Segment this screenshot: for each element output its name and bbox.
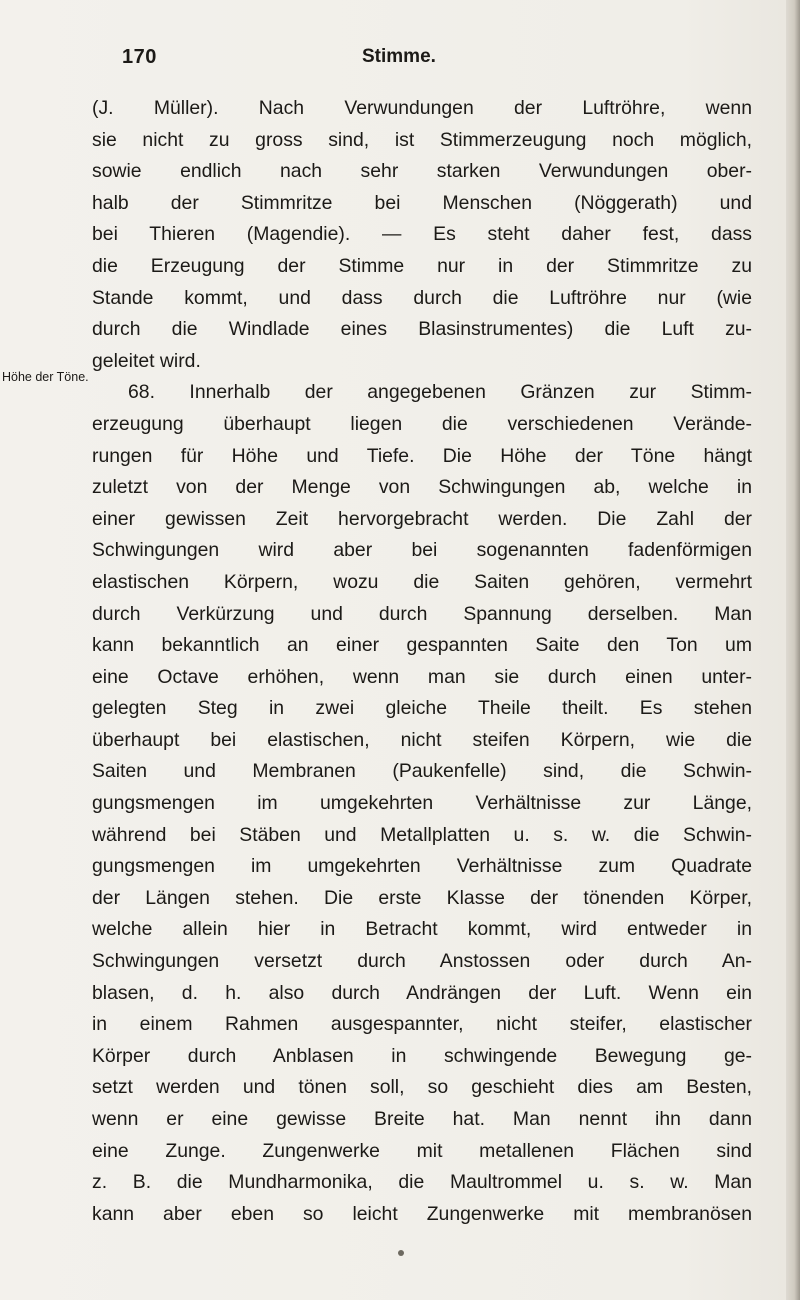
text-line: gungsmengen im umgekehrten Verhältnisse zur Länge, [92, 792, 752, 815]
page-edge-shadow [786, 0, 800, 1300]
text-line: blasen, d. h. also durch Andrängen der Luft. Wenn ein [92, 981, 752, 1004]
text-line: Schwingungen wird aber bei sogenannten fadenförmigen [92, 539, 752, 562]
text-line: z. B. die Mundharmonika, die Maultrommel u. s. w. Man [92, 1171, 752, 1194]
text-line: überhaupt bei elastischen, nicht steifen Körpern, wie die [92, 728, 752, 751]
text-line: sowie endlich nach sehr starken Verwundungen ober- [92, 160, 752, 183]
text-line: geleitet wird. [92, 349, 201, 372]
text-line: gungsmengen im umgekehrten Verhältnisse zum Quadrate [92, 855, 752, 878]
text-line: Stande kommt, und dass durch die Luftröhre nur (wie [92, 286, 752, 309]
body-text [92, 93, 752, 1230]
text-line: kann bekanntlich an einer gespannten Saite den Ton um [92, 634, 752, 657]
text-line: bei Thieren (Magendie). — Es steht daher fest, dass [92, 223, 752, 246]
text-line: setzt werden und tönen soll, so geschieht dies am Besten, [92, 1076, 752, 1099]
text-line: die Erzeugung der Stimme nur in der Stimmritze zu [92, 254, 752, 277]
text-line: Schwingungen versetzt durch Anstossen oder durch An- [92, 950, 752, 973]
page-number: 170 [122, 46, 157, 68]
text-line: der Längen stehen. Die erste Klasse der tönenden Körper, [92, 886, 752, 909]
text-line: durch Verkürzung und durch Spannung derselben. Man [92, 602, 752, 625]
text-line: durch die Windlade eines Blasinstrumentes) die Luft zu- [92, 318, 752, 341]
text-line: während bei Stäben und Metallplatten u. s. w. die Schwin- [92, 823, 752, 846]
text-line: (J. Müller). Nach Verwundungen der Luftröhre, wenn [92, 97, 752, 119]
text-line: rungen für Höhe und Tiefe. Die Höhe der Töne hängt [92, 444, 752, 467]
text-line: eine Octave erhöhen, wenn man sie durch einen unter- [92, 665, 752, 688]
text-line: erzeugung überhaupt liegen die verschiedenen Verände- [92, 412, 752, 435]
print-speck [398, 1250, 404, 1256]
text-line: zuletzt von der Menge von Schwingungen ab, welche in [92, 476, 752, 499]
text-line: Körper durch Anblasen in schwingende Bewegung ge- [92, 1044, 752, 1067]
text-line: welche allein hier in Betracht kommt, wird entweder in [92, 918, 752, 941]
text-line: gelegten Steg in zwei gleiche Theile theilt. Es stehen [92, 697, 752, 720]
running-head: Stimme. [362, 46, 436, 67]
text-line: eine Zunge. Zungenwerke mit metallenen Flächen sind [92, 1139, 752, 1162]
text-line: halb der Stimmritze bei Menschen (Nöggerath) und [92, 191, 752, 214]
text-line: elastischen Körpern, wozu die Saiten gehören, vermehrt [92, 570, 752, 593]
margin-note: Höhe der Töne. [2, 370, 89, 384]
paragraph-68-start: 68. Innerhalb der angegebenen Gränzen zur Stimm- [128, 381, 752, 404]
text-line: kann aber eben so leicht Zungenwerke mit membranösen [92, 1202, 752, 1225]
page-header [0, 46, 800, 74]
text-line: Saiten und Membranen (Paukenfelle) sind, die Schwin- [92, 760, 752, 783]
text-line: in einem Rahmen ausgespannter, nicht steifer, elastischer [92, 1013, 752, 1036]
text-line: sie nicht zu gross sind, ist Stimmerzeugung noch möglich, [92, 128, 752, 151]
text-line: einer gewissen Zeit hervorgebracht werden. Die Zahl der [92, 507, 752, 530]
text-line: wenn er eine gewisse Breite hat. Man nennt ihn dann [92, 1108, 752, 1130]
